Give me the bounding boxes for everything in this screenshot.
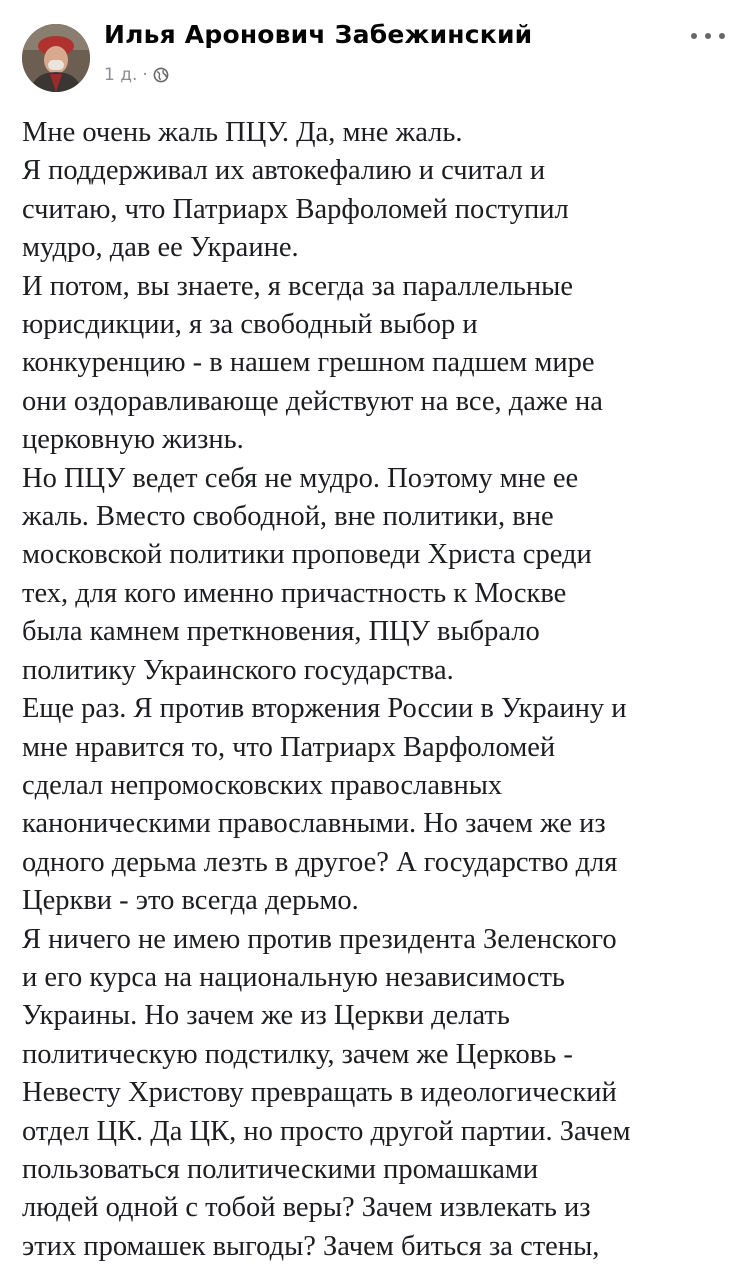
post-text-line: Украины. Но зачем же из Церкви делать [22, 1000, 510, 1032]
post-text-line: жаль. Вместо свободной, вне политики, вне [22, 501, 554, 533]
more-dot [691, 33, 697, 39]
post-text-line: пользоваться политическими промашками [22, 1153, 539, 1185]
more-options-icon[interactable] [691, 26, 725, 46]
post-text-line: считаю, что Патриарх Варфоломей поступил [22, 193, 569, 225]
author-avatar[interactable] [22, 24, 90, 92]
post-text-line: и его курса на национальную независимость [22, 961, 565, 993]
post-text-line: отдел ЦК. Да ЦК, но просто другой партии. Зачем [22, 1115, 631, 1147]
post-text-line: людей одной с тобой веры? Зачем извлекать из [22, 1192, 591, 1224]
post-text-line: Церкви - это всегда дерьмо. [22, 885, 359, 917]
author-name[interactable]: Илья Аронович Забежинский [104, 20, 533, 49]
post-timestamp[interactable]: 1 д. [104, 65, 138, 85]
post-text-line: Невесту Христову превращать в идеологический [22, 1077, 617, 1109]
post-text-line: Я поддерживал их автокефалию и считал и [22, 155, 546, 187]
post-text-line: сделал непромосковских православных [22, 769, 503, 801]
post-text-line: Еще раз. Я против вторжения России в Украину и [22, 693, 627, 725]
post-text-line: политику Украинского государства. [22, 654, 454, 686]
post-header [0, 0, 743, 100]
post-text-line: конкуренцию - в нашем грешном падшем мире [22, 347, 595, 379]
post-text [22, 114, 734, 1266]
post-text-line: этих промашек выгоды? Зачем биться за стены, [22, 1230, 600, 1262]
post-text-line: Мне очень жаль ПЦУ. Да, мне жаль. [22, 117, 463, 148]
post-text-line: И потом, вы знаете, я всегда за параллельные [22, 270, 573, 302]
post-text-line: юрисдикции, я за свободный выбор и [22, 309, 478, 341]
post-text-line: политическую подстилку, зачем же Церковь - [22, 1038, 573, 1070]
more-dot [705, 33, 711, 39]
post-text-line: одного дерьма лезть в другое? А государство для [22, 846, 618, 878]
post-text-line: каноническими православными. Но зачем же из [22, 808, 606, 840]
post-text-line: тех, для кого именно причастность к Москве [22, 577, 567, 609]
post-text-line: была камнем преткновения, ПЦУ выбрало [22, 616, 540, 648]
post-text-line: Я ничего не имею против президента Зеленского [22, 923, 617, 955]
post-text-line: мне нравится то, что Патриарх Варфоломей [22, 731, 556, 763]
meta-separator: · [142, 65, 148, 85]
post-text-line: церковную жизнь. [22, 424, 244, 456]
globe-icon [153, 67, 169, 83]
post-meta [104, 62, 169, 88]
avatar-photo [22, 24, 90, 92]
post-text-line: они оздоравливающе действуют на все, даже на [22, 385, 603, 417]
post-text-line: Но ПЦУ ведет себя не мудро. Поэтому мне ее [22, 462, 579, 494]
more-dot [719, 33, 725, 39]
post-text-line: мудро, дав ее Украине. [22, 232, 299, 264]
post-text-line: московской политики проповеди Христа среди [22, 539, 592, 571]
